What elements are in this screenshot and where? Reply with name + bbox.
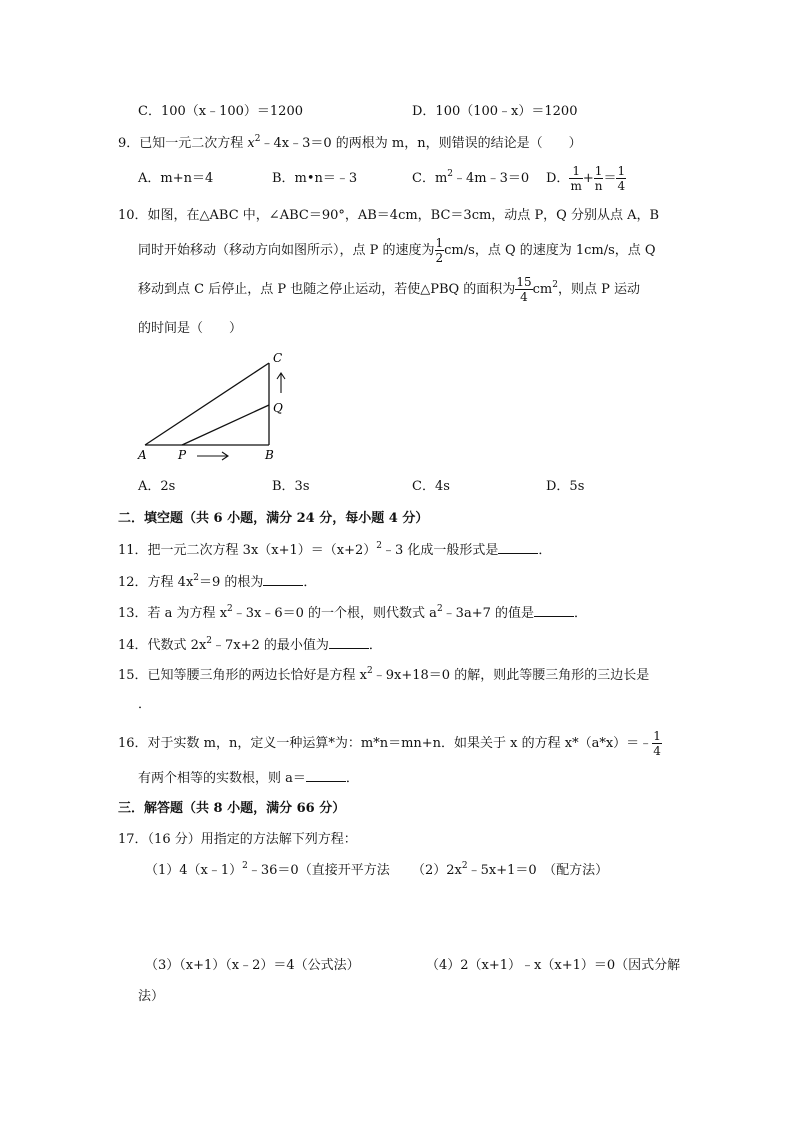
- sup: 2: [227, 604, 233, 614]
- q11-end: ．: [538, 543, 552, 558]
- q8-option-d: D．100（100﹣x）＝1200: [412, 104, 578, 119]
- q9-option-c: [412, 170, 529, 189]
- numerator: 1: [594, 164, 603, 178]
- label-B: B: [265, 448, 274, 462]
- sup: 2: [254, 134, 261, 144]
- q16-pre: 16．对于实数 m，n，定义一种运算*为：m*n＝mn+n．如果关于 x 的方程 x*（a*x）＝﹣: [118, 736, 653, 751]
- q9-stem-post: 的两根为 m，n，则错误的结论是（ ）: [331, 136, 582, 151]
- q9-stem: 9．已知一元二次方程 $x^2﹣4x﹣3=0$ 的两根为 m，n，则错误的结论是（ ）: [118, 134, 582, 151]
- q16-line2-pre: 有两个相等的实数根，则 a＝: [138, 771, 306, 786]
- q13-pre: 13．若 a 为方程 x: [118, 606, 228, 621]
- q9-stem-eq: ﹣4x﹣3＝0: [260, 136, 332, 151]
- label-A: A: [138, 448, 147, 462]
- q10-option-c: C．4s: [412, 479, 450, 494]
- answer-blank[interactable]: [534, 604, 574, 617]
- q17-part1-pre: （1）4（x﹣1）: [145, 863, 243, 878]
- triangle-figure: [130, 348, 300, 463]
- denominator: 2: [435, 251, 444, 265]
- q17-part4-line2: 法）: [138, 989, 165, 1004]
- q10-option-b: B．3s: [272, 479, 310, 494]
- q10-option-d: D．5s: [546, 479, 585, 494]
- q16: [118, 722, 662, 766]
- q13-end: ．: [574, 606, 588, 621]
- denominator: 4: [520, 290, 528, 304]
- q12: [118, 573, 316, 593]
- q17-part4: （4）2（x+1）﹣x（x+1）＝0（因式分解: [426, 958, 681, 973]
- q15-line2: ．: [138, 697, 152, 712]
- sup: 2: [447, 169, 454, 179]
- section2-title: 二．填空题（共 6 小题，满分 24 分，每小题 4 分）: [118, 511, 429, 526]
- fraction: [569, 164, 582, 193]
- q8-option-c: C．100（x﹣100）＝1200: [138, 104, 303, 119]
- q11: [118, 541, 551, 561]
- q10-option-a: A．2s: [138, 479, 176, 494]
- sup: 2: [367, 666, 373, 676]
- q17-part1-post: ﹣36＝0（直接开平方法: [247, 863, 390, 878]
- denominator: 4: [617, 179, 626, 193]
- q10-line1: 10．如图，在△ABC 中，∠ABC＝90°，AB＝4cm，BC＝3cm，动点 P，Q 分别从点 A，B: [118, 208, 660, 223]
- answer-blank[interactable]: [329, 636, 369, 649]
- q9-option-a: A．m+n＝4: [138, 171, 214, 186]
- answer-blank[interactable]: [498, 541, 538, 554]
- q11-pre: 11．把一元二次方程 3x（x+1）＝（x+2）: [118, 543, 377, 558]
- q10-line2: [138, 229, 656, 273]
- sup: 2: [552, 280, 558, 290]
- q9-option-d-label: D．: [546, 171, 570, 186]
- numerator: 15: [516, 275, 532, 289]
- q14: [118, 636, 382, 656]
- fraction: [515, 275, 532, 304]
- numerator: 1: [435, 236, 444, 250]
- q9-option-d: D． $\frac{1}{m}$ + $\frac{1}{n}$ ＝ $\frac{1}{4}$: [546, 164, 626, 193]
- numerator: 1: [569, 164, 582, 179]
- denominator: m: [570, 179, 582, 193]
- q17-part2-pre: （2）2x: [412, 863, 462, 878]
- q10-line2-pre: 同时开始移动（移动方向如图所示），点 P 的速度为: [138, 243, 435, 258]
- q12-end: ．: [303, 575, 317, 590]
- q15-pre: 15．已知等腰三角形的两边长恰好是方程 x: [118, 668, 368, 683]
- q17-part1: [145, 862, 390, 881]
- q14-end: ．: [368, 638, 382, 653]
- q12-post: ＝9 的根为: [199, 575, 264, 590]
- q17-part2: [412, 862, 608, 881]
- sup: 2: [376, 541, 383, 551]
- q17-part2-post: ﹣5x+1＝0 （配方法）: [467, 863, 609, 878]
- q17-part3: （3）（x+1）（x﹣2）＝4（公式法）: [145, 958, 360, 973]
- q9-stem-pre: 9．已知一元二次方程: [118, 136, 248, 151]
- fraction: [616, 164, 626, 193]
- fraction: [652, 729, 662, 758]
- q9-option-c-post: ﹣4m﹣3＝0: [453, 171, 530, 186]
- label-P: P: [178, 448, 187, 462]
- label-Q: Q: [273, 401, 283, 415]
- section3-title: 三．解答题（共 8 小题，满分 66 分）: [118, 801, 346, 816]
- label-C: C: [273, 351, 283, 365]
- q15-post: ﹣9x+18＝0 的解，则此等腰三角形的三边长是: [372, 668, 650, 683]
- q17-stem: 17．（16 分）用指定的方法解下列方程：: [118, 832, 357, 847]
- q13-post: ﹣3a+7 的值是: [442, 606, 534, 621]
- q15: [118, 667, 649, 686]
- fraction: [435, 236, 445, 265]
- answer-blank[interactable]: [263, 573, 303, 586]
- q10-line3-post: ，则点 P 运动: [557, 282, 640, 297]
- q10-line4: 的时间是（ ）: [138, 321, 243, 336]
- q13: [118, 604, 587, 624]
- q14-pre: 14．代数式 2x: [118, 638, 207, 653]
- sup: 2: [436, 604, 443, 614]
- q16-line2: [138, 769, 359, 788]
- q10-line3: [138, 268, 640, 313]
- q10-line2-post: cm/s，点 Q 的速度为 1cm/s，点 Q: [444, 243, 656, 258]
- q9-option-b: B．m•n＝﹣3: [272, 171, 358, 186]
- numerator: 1: [617, 164, 626, 178]
- q11-post: ﹣3 化成一般形式是: [382, 543, 499, 558]
- sup: 2: [206, 636, 213, 646]
- sup: 2: [461, 861, 468, 871]
- numerator: 1: [653, 729, 661, 743]
- denominator: n: [594, 179, 603, 193]
- q10-line3-pre: 移动到点 C 后停止，点 P 也随之停止运动，若使△PBQ 的面积为: [138, 282, 516, 297]
- q10-unit: cm: [532, 282, 553, 297]
- q9-option-c-pre: C．m: [412, 171, 448, 186]
- q12-pre: 12．方程 4x: [118, 575, 194, 590]
- q13-mid: ﹣3x﹣6＝0 的一个根，则代数式 a: [232, 606, 437, 621]
- denominator: 4: [653, 744, 661, 758]
- q16-end: ．: [345, 771, 359, 786]
- answer-blank[interactable]: [306, 769, 346, 782]
- fraction: [594, 164, 604, 193]
- sup: 2: [193, 573, 200, 583]
- q14-post: ﹣7x+2 的最小值为: [212, 638, 329, 653]
- sup: 2: [242, 861, 248, 871]
